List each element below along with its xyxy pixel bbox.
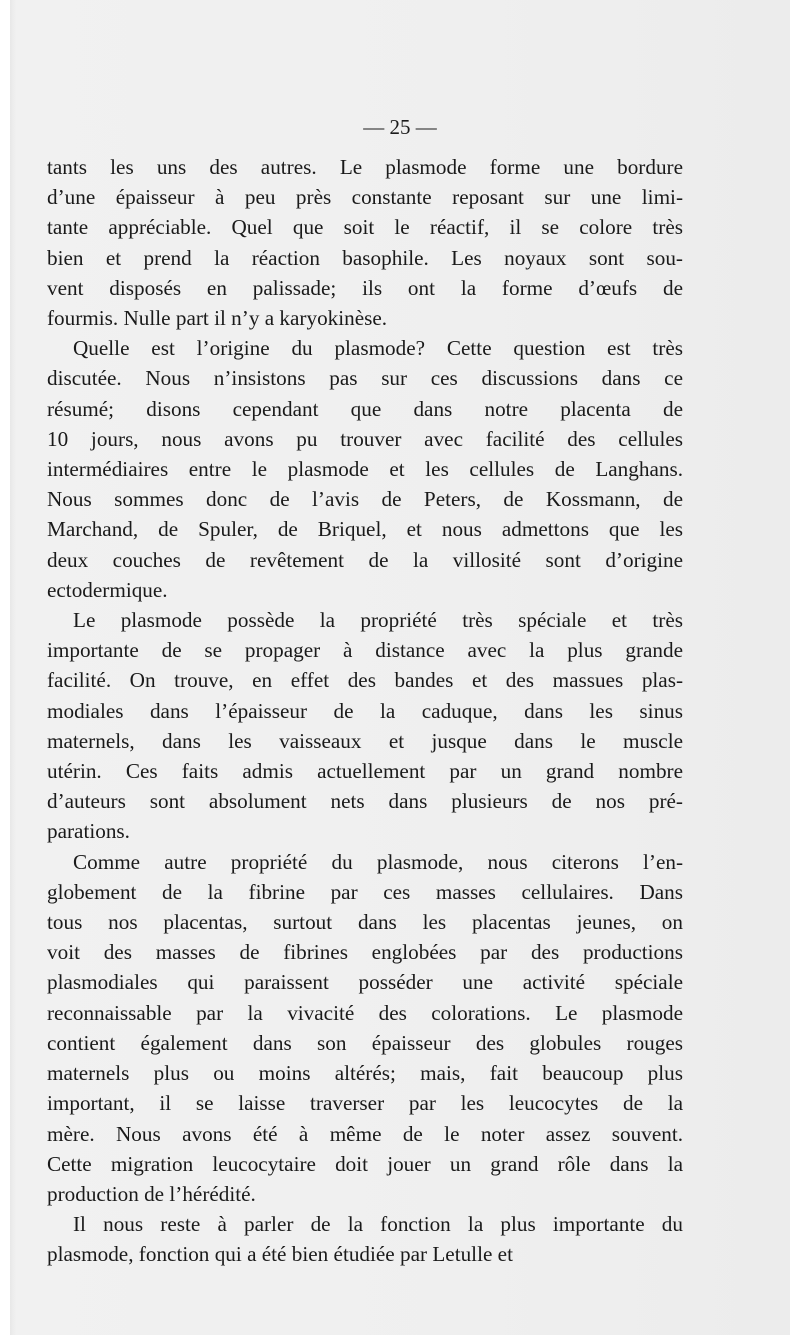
paragraph xyxy=(47,333,683,605)
text-line: parations. xyxy=(47,819,130,844)
text-line: Marchand, de Spuler, de Briquel, et nous admettons que les xyxy=(47,517,683,542)
text-line: important, il se laisse traverser par les leucocytes de la xyxy=(47,1091,683,1116)
text-line: maternels, dans les vaisseaux et jusque dans le muscle xyxy=(47,728,683,753)
text-line: Le plasmode possède la propriété très spéciale et très xyxy=(73,608,683,633)
text-line: maternels plus ou moins altérés; mais, fait beaucoup plus xyxy=(47,1061,683,1086)
text-line: ectodermique. xyxy=(47,577,168,602)
text-line: contient également dans son épaisseur des globules rouges xyxy=(47,1030,683,1055)
paragraph xyxy=(47,1209,683,1269)
page-number: — 25 — xyxy=(363,115,437,139)
text-line: utérin. Ces faits admis actuellement par un grand nombre xyxy=(47,759,683,784)
text-line: 10 jours, nous avons pu trouver avec facilité des cellules xyxy=(47,426,683,451)
paragraph xyxy=(47,605,683,847)
text-line: intermédiaires entre le plasmode et les cellules de Langhans. xyxy=(47,457,683,482)
text-line: globement de la fibrine par ces masses cellulaires. Dans xyxy=(47,879,683,904)
text-line: résumé; disons cependant que dans notre placenta de xyxy=(47,396,683,421)
text-line: discutée. Nous n’insistons pas sur ces discussions dans ce xyxy=(47,366,683,391)
text-line: production de l’hérédité. xyxy=(47,1181,256,1206)
text-line: plasmode, fonction qui a été bien étudiée par Letulle et xyxy=(47,1242,513,1267)
text-line: d’auteurs sont absolument nets dans plusieurs de nos pré- xyxy=(47,789,683,814)
text-line: modiales dans l’épaisseur de la caduque, dans les sinus xyxy=(47,698,683,723)
text-line: tants les uns des autres. Le plasmode forme une bordure xyxy=(47,155,683,179)
text-line: mère. Nous avons été à même de le noter assez souvent. xyxy=(47,1121,683,1146)
text-line: vent disposés en palissade; ils ont la forme d’œufs de xyxy=(47,275,683,300)
scanned-page xyxy=(10,0,790,1335)
paragraph xyxy=(47,847,683,1209)
text-line: Cette migration leucocytaire doit jouer un grand rôle dans la xyxy=(47,1151,683,1176)
text-line: Comme autre propriété du plasmode, nous citerons l’en- xyxy=(73,849,683,874)
text-line: deux couches de revêtement de la villosité sont d’origine xyxy=(47,547,683,572)
text-line: facilité. On trouve, en effet des bandes et des massues plas- xyxy=(47,668,683,693)
text-line: reconnaissable par la vivacité des colorations. Le plasmode xyxy=(47,1000,683,1025)
text-line: bien et prend la réaction basophile. Les noyaux sont sou- xyxy=(47,245,683,270)
text-line: importante de se propager à distance avec la plus grande xyxy=(47,638,683,663)
text-line: voit des masses de fibrines englobées par des productions xyxy=(47,940,683,965)
paragraph xyxy=(47,152,683,333)
body-text xyxy=(47,152,683,1270)
text-line: plasmodiales qui paraissent posséder une activité spéciale xyxy=(47,970,683,995)
text-line: Il nous reste à parler de la fonction la plus importante du xyxy=(73,1212,683,1237)
text-line: tous nos placentas, surtout dans les placentas jeunes, on xyxy=(47,910,683,935)
text-line: tante appréciable. Quel que soit le réactif, il se colore très xyxy=(47,215,683,240)
text-line: d’une épaisseur à peu près constante reposant sur une limi- xyxy=(47,185,683,210)
text-line: Quelle est l’origine du plasmode? Cette question est très xyxy=(73,336,683,361)
text-line: Nous sommes donc de l’avis de Peters, de Kossmann, de xyxy=(47,487,683,512)
text-line: fourmis. Nulle part il n’y a karyokinèse. xyxy=(47,306,388,331)
